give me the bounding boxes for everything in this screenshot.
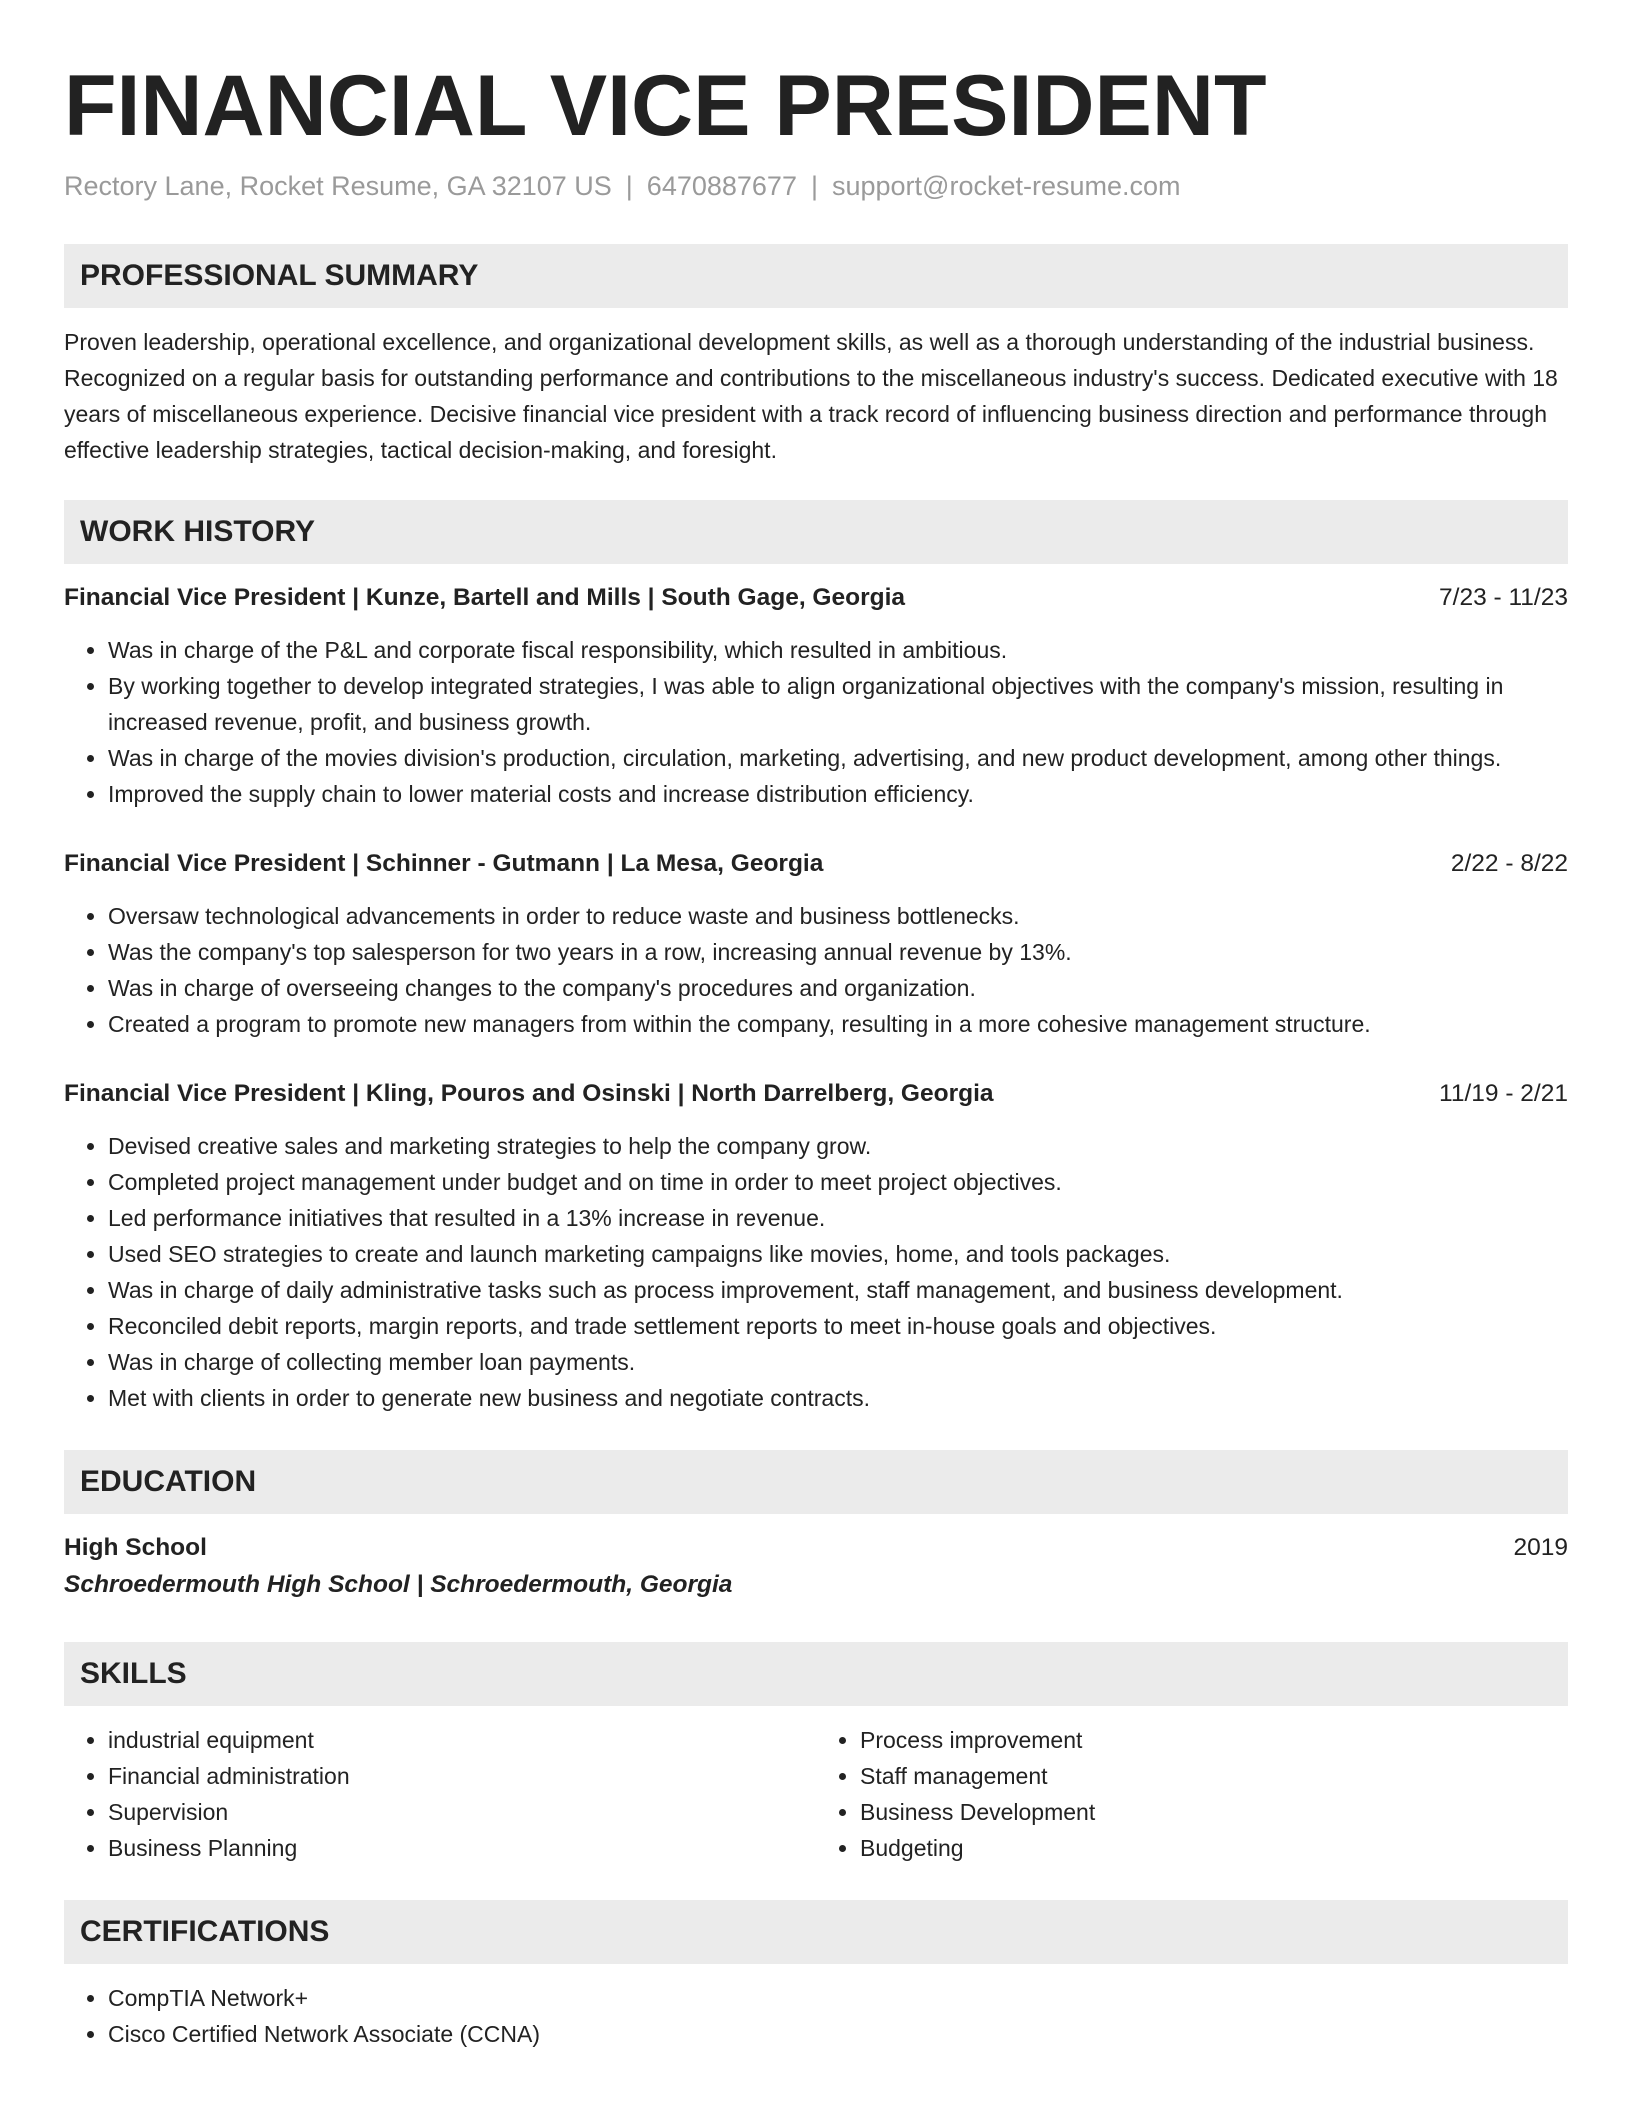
summary-text: Proven leadership, operational excellence, and organizational development skills, as well as a thorough understanding of the industrial business. Recognized on a regular basis for outstanding performance and contributions to the miscellaneous industry's success. Dedicated executive with 18 years of miscellaneous experience. Decisive financial vice president with a track record of influencing business direction and performance through effective leadership strategies, tactical decision-making, and foresight. xyxy=(64,329,1558,463)
job-bullet: • Was in charge of the P&L and corporate fiscal responsibility, which resulted in ambitious. xyxy=(108,632,1568,668)
job-entry xyxy=(64,580,1568,812)
education-degree: High School xyxy=(64,1534,207,1561)
job-bullet: • Led performance initiatives that resulted in a 13% increase in revenue. xyxy=(108,1200,1568,1236)
certification-item: • CompTIA Network+ xyxy=(108,1980,1568,2016)
job-bullet: • Oversaw technological advancements in order to reduce waste and business bottlenecks. xyxy=(108,898,1568,934)
skill-item: • Staff management xyxy=(860,1758,1568,1794)
education-heading: EDUCATION xyxy=(64,1450,1568,1514)
skill-item: • Business Development xyxy=(860,1794,1568,1830)
job-bullet: • Met with clients in order to generate new business and negotiate contracts. xyxy=(108,1380,1568,1416)
job-entry xyxy=(64,1076,1568,1416)
education-school: Schroedermouth High School | Schroedermouth, Georgia xyxy=(64,1571,733,1598)
education-section xyxy=(64,1450,1568,1604)
skills-heading: SKILLS xyxy=(64,1642,1568,1706)
contact-address: Rectory Lane, Rocket Resume, GA 32107 US xyxy=(64,171,612,201)
skill-item: • Supervision xyxy=(108,1794,816,1830)
resume-page xyxy=(64,0,1568,2052)
job-bullet: • Devised creative sales and marketing strategies to help the company grow. xyxy=(108,1128,1568,1164)
job-bullet: • Improved the supply chain to lower material costs and increase distribution efficiency. xyxy=(108,776,1568,812)
job-bullet: • Was in charge of collecting member loan payments. xyxy=(108,1344,1568,1380)
job-bullet: • Was in charge of the movies division's production, circulation, marketing, advertising, and new product development, among other things. xyxy=(108,740,1568,776)
contact-separator: | xyxy=(810,171,818,201)
work-history-heading: WORK HISTORY xyxy=(64,500,1568,564)
skill-item: • industrial equipment xyxy=(108,1722,816,1758)
job-bullet: • Used SEO strategies to create and launch marketing campaigns like movies, home, and tools packages. xyxy=(108,1236,1568,1272)
job-bullet: • Was in charge of overseeing changes to the company's procedures and organization. xyxy=(108,970,1568,1006)
job-dates: 11/19 - 2/21 xyxy=(1439,1080,1568,1107)
contact-phone: 6470887677 xyxy=(646,171,797,201)
skill-item: • Process improvement xyxy=(860,1722,1568,1758)
summary-section xyxy=(64,244,1568,468)
job-dates: 7/23 - 11/23 xyxy=(1439,584,1568,611)
job-bullet: • Was the company's top salesperson for two years in a row, increasing annual revenue by 13%. xyxy=(108,934,1568,970)
skill-item: • Financial administration xyxy=(108,1758,816,1794)
job-title: Financial Vice President | Kunze, Bartell and Mills | South Gage, Georgia xyxy=(64,584,906,611)
job-dates: 2/22 - 8/22 xyxy=(1450,850,1568,877)
certifications-section xyxy=(64,1900,1568,2052)
job-bullets xyxy=(64,1128,1568,1416)
job-title: Financial Vice President | Schinner - Gutmann | La Mesa, Georgia xyxy=(64,850,824,877)
job-title: Financial Vice President | Kling, Pouros and Osinski | North Darrelberg, Georgia xyxy=(64,1080,994,1107)
job-bullet: • Completed project management under budget and on time in order to meet project objectives. xyxy=(108,1164,1568,1200)
contact-separator: | xyxy=(625,171,633,201)
skills-list-right xyxy=(816,1722,1568,1866)
job-bullet: • Created a program to promote new managers from within the company, resulting in a more cohesive management structure. xyxy=(108,1006,1568,1042)
contact-line xyxy=(64,168,1568,204)
skill-item: • Budgeting xyxy=(860,1830,1568,1866)
work-history-section xyxy=(64,500,1568,1416)
job-bullet: • By working together to develop integrated strategies, I was able to align organizational objectives with the company's mission, resulting in increased revenue, profit, and business growth. xyxy=(108,668,1568,740)
certifications-heading: CERTIFICATIONS xyxy=(64,1900,1568,1964)
job-bullet: • Was in charge of daily administrative tasks such as process improvement, staff management, and business development. xyxy=(108,1272,1568,1308)
certifications-list xyxy=(64,1980,1568,2052)
skills-section xyxy=(64,1642,1568,1866)
summary-heading: PROFESSIONAL SUMMARY xyxy=(64,244,1568,308)
job-bullets xyxy=(64,898,1568,1042)
contact-email: support@rocket-resume.com xyxy=(831,171,1181,201)
skills-list-left xyxy=(64,1722,816,1866)
job-bullets xyxy=(64,632,1568,812)
certification-item: • Cisco Certified Network Associate (CCNA) xyxy=(108,2016,1568,2052)
education-year: 2019 xyxy=(1513,1534,1568,1561)
skill-item: • Business Planning xyxy=(108,1830,816,1866)
job-bullet: • Reconciled debit reports, margin reports, and trade settlement reports to meet in-house goals and objectives. xyxy=(108,1308,1568,1344)
job-entry xyxy=(64,846,1568,1042)
resume-name: FINANCIAL VICE PRESIDENT xyxy=(64,58,1267,154)
